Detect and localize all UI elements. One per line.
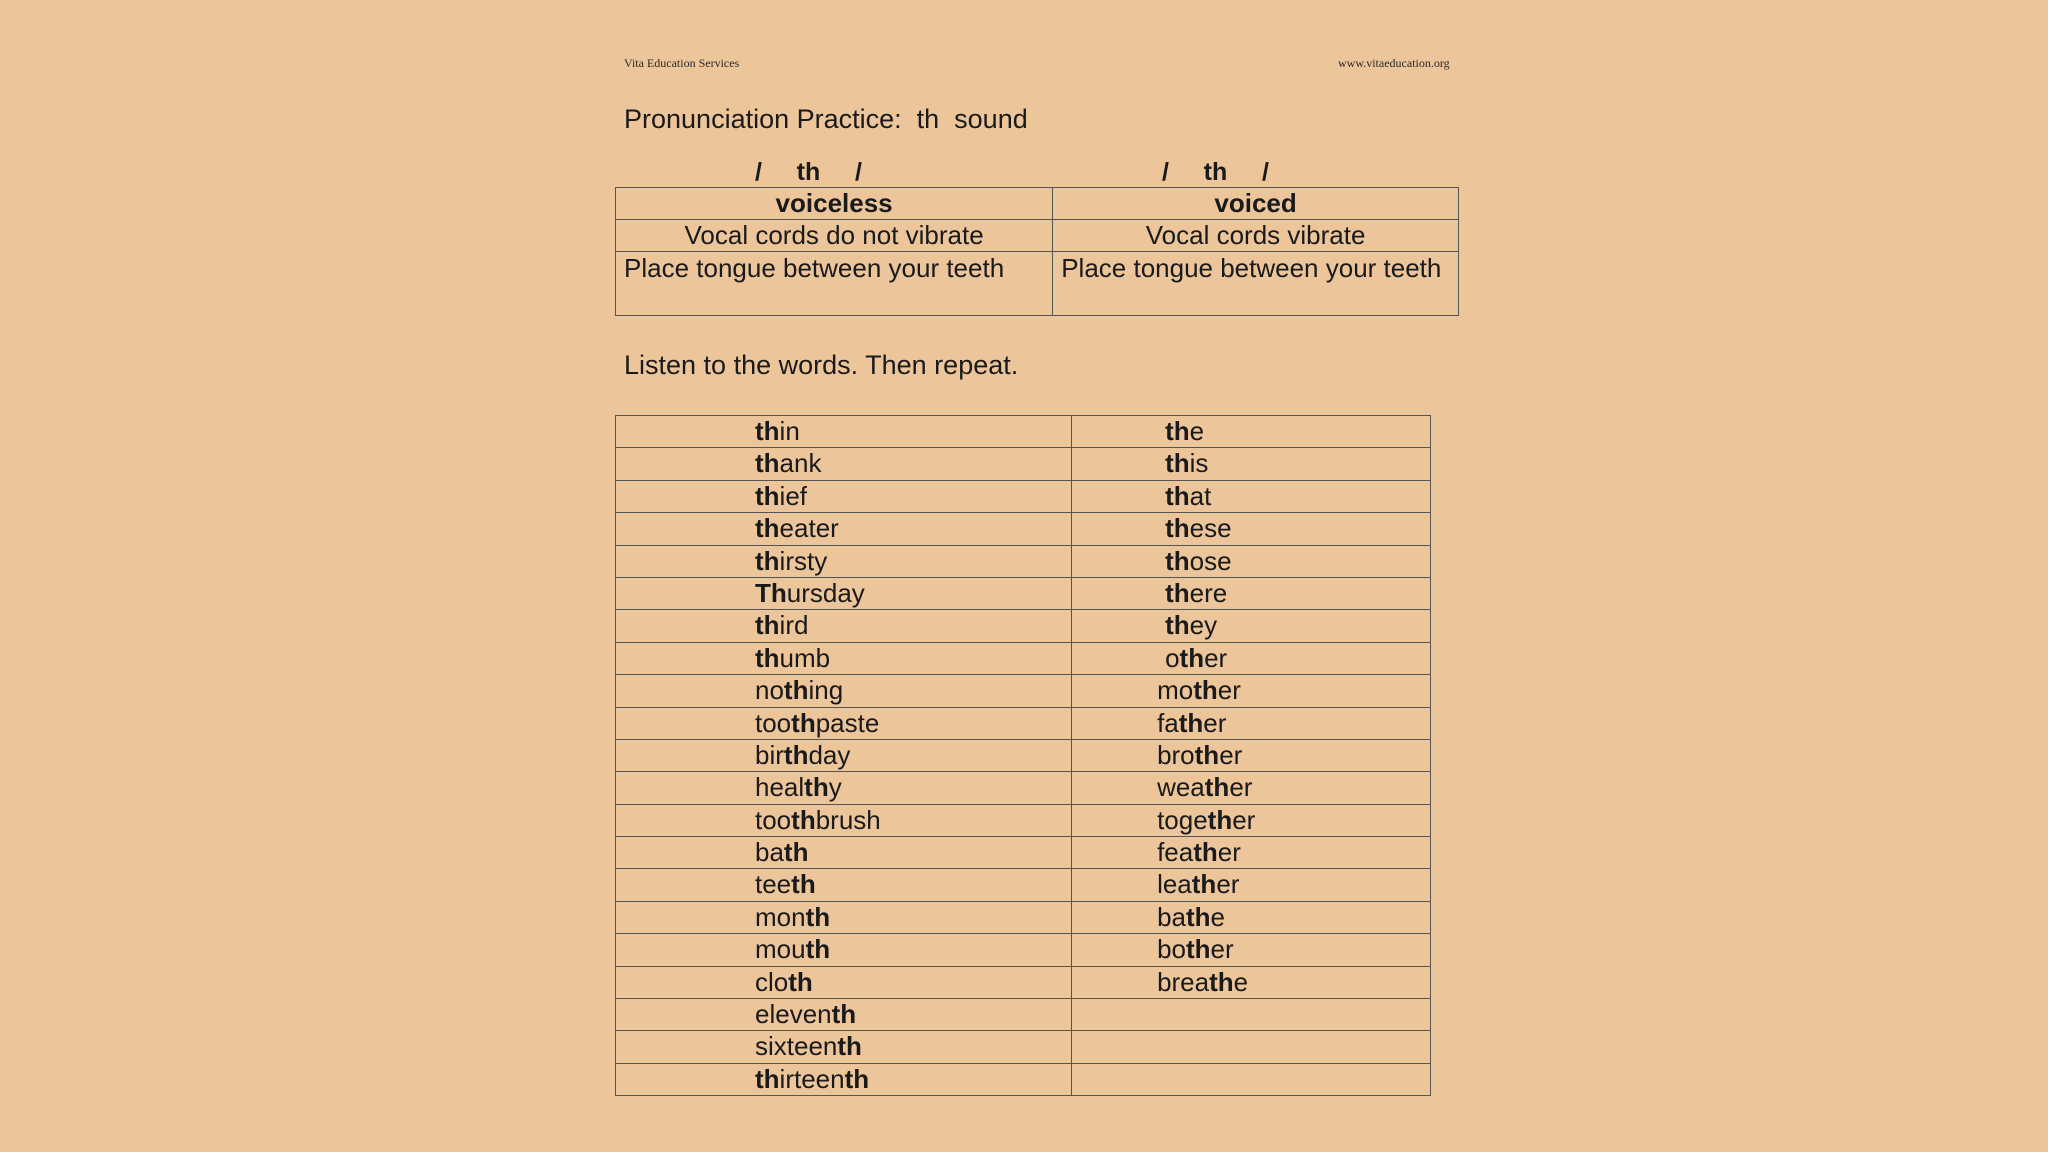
voiceless-word — [616, 999, 1072, 1031]
voiced-header: voiced — [1053, 188, 1459, 220]
th-highlight: th — [805, 934, 831, 965]
th-highlight: th — [1165, 545, 1190, 576]
voiceless-word — [616, 513, 1072, 545]
voiceless-word — [616, 610, 1072, 642]
voiceless-word — [616, 1063, 1072, 1095]
th-highlight: th — [783, 837, 809, 868]
th-highlight: th — [783, 739, 809, 770]
voiceless-word — [616, 901, 1072, 933]
word-part: ird — [779, 610, 809, 641]
word-part: paste — [815, 707, 880, 738]
word-part: er — [1229, 772, 1253, 803]
voiced-word — [1072, 999, 1431, 1031]
voiced-tongue-cell: Place tongue between your teeth — [1053, 252, 1459, 316]
th-highlight: th — [1179, 642, 1205, 673]
word-row — [616, 772, 1431, 804]
th-highlight: th — [1165, 610, 1190, 641]
th-highlight: th — [1178, 707, 1204, 738]
voiceless-word — [616, 545, 1072, 577]
word-part: no — [755, 675, 784, 706]
th-highlight: th — [805, 901, 831, 932]
word-row — [616, 416, 1431, 448]
th-highlight: th — [755, 513, 780, 544]
voiced-word — [1072, 448, 1431, 480]
th-highlight: th — [844, 1063, 870, 1094]
word-part: bo — [1157, 934, 1186, 965]
word-part: wea — [1157, 772, 1205, 803]
word-part: ese — [1189, 513, 1232, 544]
word-part: umb — [779, 642, 831, 673]
word-part: in — [779, 416, 800, 446]
voiced-word — [1072, 416, 1431, 448]
th-highlight: th — [755, 610, 780, 641]
voiced-word — [1072, 577, 1431, 609]
instruction-text: Listen to the words. Then repeat. — [624, 350, 1019, 380]
word-part: clo — [755, 966, 789, 997]
word-part: o — [1165, 642, 1180, 673]
word-row — [616, 837, 1431, 869]
word-part: ursday — [786, 577, 865, 608]
header-organization: Vita Education Services — [624, 56, 740, 70]
word-row — [616, 739, 1431, 771]
word-part: irteen — [779, 1063, 845, 1094]
th-highlight: th — [791, 707, 816, 738]
word-row — [616, 804, 1431, 836]
word-part: irsty — [779, 545, 828, 576]
word-part: ba — [755, 837, 784, 868]
word-part: e — [1189, 416, 1205, 446]
th-highlight: th — [755, 642, 780, 673]
voiced-word — [1072, 545, 1431, 577]
word-part: eleven — [755, 999, 832, 1030]
word-part: ief — [779, 480, 808, 511]
th-highlight: th — [1165, 513, 1190, 544]
word-part: er — [1203, 707, 1227, 738]
word-row — [616, 610, 1431, 642]
word-part: day — [808, 739, 851, 770]
voiceless-word — [616, 804, 1072, 836]
word-row — [616, 869, 1431, 901]
word-part: too — [755, 707, 792, 738]
page-title: Pronunciation Practice: th sound — [624, 104, 1028, 134]
word-list-table — [615, 415, 1431, 1096]
th-highlight: th — [1207, 804, 1233, 835]
th-highlight: th — [1194, 739, 1220, 770]
voiced-word — [1072, 934, 1431, 966]
th-highlight: th — [804, 772, 829, 803]
th-highlight: th — [755, 448, 780, 479]
word-part: ere — [1189, 577, 1228, 608]
word-part: er — [1216, 869, 1240, 900]
voiced-word — [1072, 966, 1431, 998]
voiced-word — [1072, 707, 1431, 739]
th-highlight: th — [1165, 480, 1190, 511]
voiced-word — [1072, 1063, 1431, 1095]
th-highlight: th — [791, 804, 816, 835]
voiced-word — [1072, 739, 1431, 771]
voiced-word — [1072, 480, 1431, 512]
word-part: heal — [755, 772, 805, 803]
word-part: ing — [808, 675, 844, 706]
vibration-row — [616, 220, 1459, 252]
th-highlight: th — [837, 1031, 862, 1062]
word-part: tee — [755, 869, 792, 900]
th-highlight: th — [1193, 675, 1218, 706]
th-highlight: th — [1185, 901, 1211, 932]
sound-description-table — [615, 187, 1459, 316]
tongue-row — [616, 252, 1459, 316]
voiceless-word — [616, 577, 1072, 609]
word-part: bro — [1157, 739, 1195, 770]
word-row — [616, 999, 1431, 1031]
word-part: ba — [1157, 901, 1186, 932]
word-part: ey — [1189, 610, 1218, 641]
th-highlight: th — [1185, 934, 1211, 965]
voiceless-word — [616, 739, 1072, 771]
voiced-phoneme-symbol: / th / — [1162, 158, 1269, 186]
word-part: er — [1217, 837, 1241, 868]
th-highlight: th — [831, 999, 857, 1030]
word-part: toge — [1157, 804, 1208, 835]
word-row — [616, 675, 1431, 707]
word-row — [616, 577, 1431, 609]
th-highlight: Th — [755, 577, 787, 608]
word-row — [616, 1031, 1431, 1063]
th-highlight: th — [1193, 837, 1218, 868]
sound-table-header-row — [616, 188, 1459, 220]
voiceless-word — [616, 934, 1072, 966]
word-part: too — [755, 804, 792, 835]
voiceless-word — [616, 675, 1072, 707]
word-row — [616, 966, 1431, 998]
voiced-word — [1072, 642, 1431, 674]
voiceless-word — [616, 837, 1072, 869]
word-part: fea — [1157, 837, 1194, 868]
word-row — [616, 1063, 1431, 1095]
voiced-word — [1072, 804, 1431, 836]
voiced-word — [1072, 901, 1431, 933]
voiceless-word — [616, 772, 1072, 804]
word-part: er — [1217, 675, 1241, 706]
voiceless-word — [616, 642, 1072, 674]
th-highlight: th — [1165, 448, 1190, 479]
word-row — [616, 707, 1431, 739]
word-part: brea — [1157, 966, 1210, 997]
th-highlight: th — [755, 416, 780, 446]
word-row — [616, 448, 1431, 480]
voiceless-word — [616, 416, 1072, 448]
word-part: er — [1210, 934, 1234, 965]
word-part: fa — [1157, 707, 1179, 738]
th-highlight: th — [1209, 966, 1234, 997]
word-part: lea — [1157, 869, 1192, 900]
voiced-word — [1072, 837, 1431, 869]
word-row — [616, 545, 1431, 577]
word-part: at — [1189, 480, 1212, 511]
th-highlight: th — [788, 966, 813, 997]
voiceless-vibration-cell: Vocal cords do not vibrate — [616, 220, 1053, 252]
th-highlight: th — [755, 480, 780, 511]
word-part: e — [1233, 966, 1249, 997]
voiceless-header: voiceless — [616, 188, 1053, 220]
th-highlight: th — [755, 545, 780, 576]
th-highlight: th — [755, 1063, 780, 1094]
word-row — [616, 480, 1431, 512]
voiced-vibration-cell: Vocal cords vibrate — [1053, 220, 1459, 252]
th-highlight: th — [1204, 772, 1230, 803]
th-highlight: th — [783, 675, 809, 706]
th-highlight: th — [791, 869, 816, 900]
word-part: er — [1219, 739, 1243, 770]
voiceless-word — [616, 448, 1072, 480]
th-highlight: th — [1165, 416, 1190, 446]
word-row — [616, 513, 1431, 545]
th-highlight: th — [1165, 577, 1190, 608]
header-website: www.vitaeducation.org — [1338, 56, 1450, 70]
word-part: mou — [755, 934, 806, 965]
word-part: eater — [779, 513, 839, 544]
voiceless-phoneme-symbol: / th / — [755, 158, 862, 186]
voiced-word — [1072, 772, 1431, 804]
th-highlight: th — [1191, 869, 1217, 900]
word-part: mo — [1157, 675, 1194, 706]
voiceless-tongue-cell: Place tongue between your teeth — [616, 252, 1053, 316]
word-part: mon — [755, 901, 806, 932]
word-part: is — [1189, 448, 1209, 479]
voiceless-word — [616, 480, 1072, 512]
word-part: ose — [1189, 545, 1232, 576]
voiced-word — [1072, 513, 1431, 545]
voiced-word — [1072, 610, 1431, 642]
word-part: er — [1204, 642, 1228, 673]
word-part: brush — [815, 804, 881, 835]
word-part: sixteen — [755, 1031, 838, 1062]
voiceless-word — [616, 1031, 1072, 1063]
voiceless-word — [616, 707, 1072, 739]
word-row — [616, 642, 1431, 674]
word-part: ank — [779, 448, 822, 479]
word-part: bir — [755, 739, 784, 770]
word-row — [616, 901, 1431, 933]
voiceless-word — [616, 869, 1072, 901]
word-part: e — [1210, 901, 1225, 932]
word-part: y — [828, 772, 842, 803]
voiceless-word — [616, 966, 1072, 998]
word-row — [616, 934, 1431, 966]
voiced-word — [1072, 675, 1431, 707]
voiced-word — [1072, 1031, 1431, 1063]
word-part: er — [1232, 804, 1256, 835]
voiced-word — [1072, 869, 1431, 901]
